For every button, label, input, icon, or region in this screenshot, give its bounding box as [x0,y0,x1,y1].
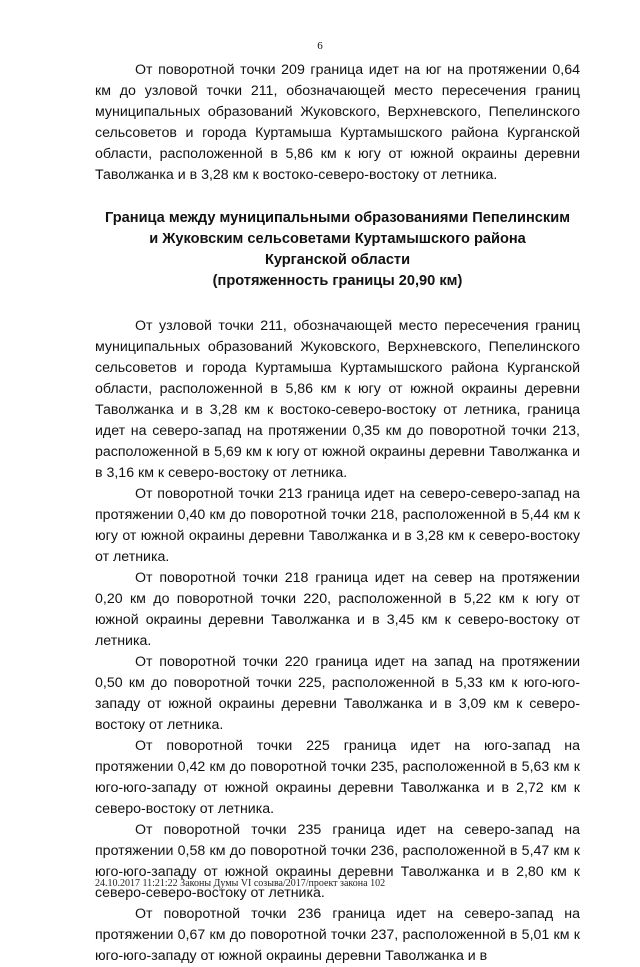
paragraph: От узловой точки 211, обозначающей место пересечения границ муниципальных образований Жуковского, Верхневского, Пепелинского сельсоветов и города Куртамыша Куртамышского района Курганской области, расположенной в 5,86 км к югу от южной окраины деревни Таволжанка и в 3,28 км к востоко-северо-востоку от летника, граница идет на северо-запад на протяжении 0,35 км до поворотной точки 213, расположенной в 5,69 км к югу от южной окраины деревни Таволжанка и в 3,16 км к северо-востоку от летника. [95,318,580,481]
paragraph: От поворотной точки 220 граница идет на запад на протяжении 0,50 км до поворотной точки 225, расположенной в 5,33 км к юго-юго-западу от южной окраины деревни Таволжанка и в 3,09 км к северо-востоку от летника. [95,654,580,733]
paragraph: От поворотной точки 225 граница идет на юго-запад на протяжении 0,42 км до поворотной точки 235, расположенной в 5,63 км к юго-юго-западу от южной окраины деревни Таволжанка и в 2,72 км к северо-востоку от летника. [95,738,580,817]
section-heading [95,208,580,292]
paragraph: От поворотной точки 213 граница идет на северо-северо-запад на протяжении 0,40 км до поворотной точки 218, расположенной в 5,44 км к югу от южной окраины деревни Таволжанка и в 3,28 км к северо-востоку от летника. [95,486,580,565]
heading-line-2: и Жуковским сельсоветами Куртамышского района [149,231,526,247]
heading-line-4: (протяженность границы 20,90 км) [212,273,463,289]
paragraph: От поворотной точки 235 граница идет на северо-запад на протяжении 0,58 км до поворотной точки 236, расположенной в 5,47 км к юго-юго-западу от южной окраины деревни Таволжанка и в 2,80 км к северо-северо-востоку от летника. [95,822,580,901]
page-footer: 24.10.2017 11:21:22 Законы Думы VI созыва/2017/проект закона 102 [95,878,386,889]
paragraph-intro: От поворотной точки 209 граница идет на юг на протяжении 0,64 км до узловой точки 211, обозначающей место пересечения границ муниципальных образований Жуковского, Верхневского, Пепелинского сельсоветов и города Куртамыша Куртамышского района Курганской области, расположенной в 5,86 км к югу от южной окраины деревни Таволжанка и в 3,28 км к востоко-северо-востоку от летника. [95,62,580,183]
paragraph: От поворотной точки 236 граница идет на северо-запад на протяжении 0,67 км до поворотной точки 237, расположенной в 5,01 км к юго-юго-западу от южной окраины деревни Таволжанка и в [95,906,580,964]
page-number: 6 [317,40,323,52]
heading-line-1: Граница между муниципальными образованиями Пепелинским [105,210,570,226]
document-body [95,60,580,967]
paragraph: От поворотной точки 218 граница идет на север на протяжении 0,20 км до поворотной точки 220, расположенной в 5,22 км к югу от южной окраины деревни Таволжанка и в 3,45 км к северо-востоку от летника. [95,570,580,649]
heading-line-3: Курганской области [264,252,411,268]
